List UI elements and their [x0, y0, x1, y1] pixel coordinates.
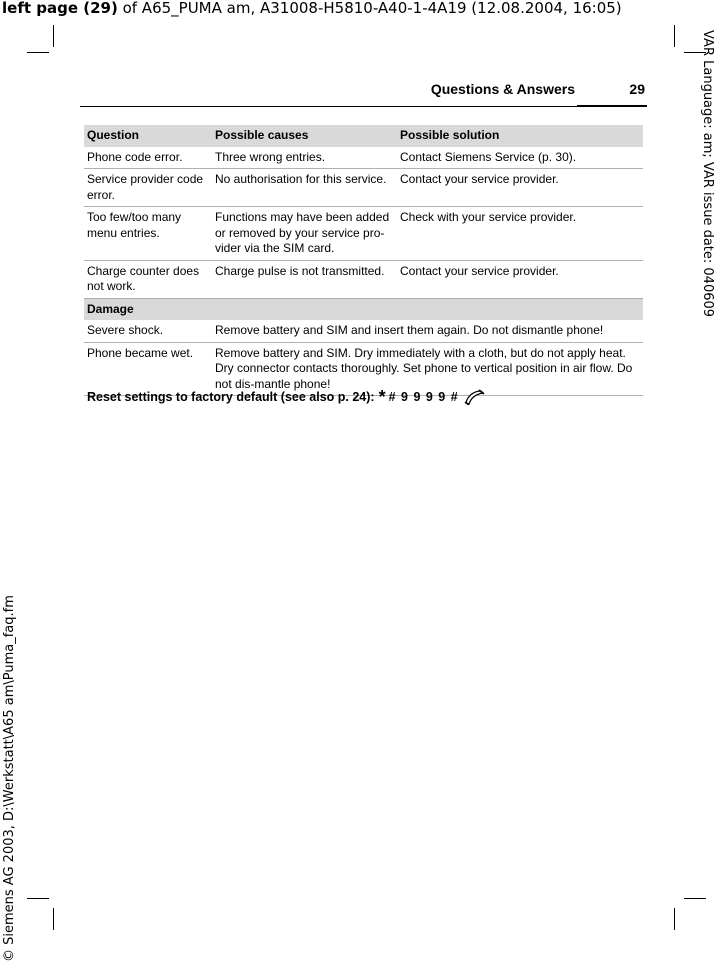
cause-cell: Charge pulse is not transmitted. [215, 263, 385, 278]
cause-cell: No authorisation for this service. [215, 172, 387, 186]
reset-label: Reset settings to factory default (see also p. 24): [87, 390, 375, 404]
solution-cell: Contact your service provider. [400, 172, 559, 186]
solution-cell: Remove battery and SIM. Dry immediately with a cloth, but do not apply heat. Dry connector contacts thoroughly. Set phone to vertical position in air flow. Do not dis-mantle phone! [215, 345, 633, 391]
column-header: Possible causes [215, 128, 309, 142]
page-header [80, 78, 647, 107]
question-cell: Charge counter does not work. [87, 263, 200, 293]
page-title: Questions & Answers [430, 81, 575, 97]
table-row [84, 320, 643, 343]
table-row [84, 343, 643, 397]
question-cell: Too few/too many menu entries. [87, 210, 182, 240]
crop-mark [674, 908, 675, 930]
solution-cell: Contact Siemens Service (p. 30). [400, 149, 577, 164]
crop-mark [674, 25, 675, 47]
crop-mark [684, 898, 706, 899]
table-row [84, 169, 643, 207]
cause-cell: Three wrong entries. [215, 149, 326, 164]
star-key: * [378, 387, 386, 407]
question-cell: Service provider code error. [87, 172, 204, 202]
var-language-note: VAR Language: am; VAR issue date: 040609 [700, 30, 715, 318]
table-row [84, 207, 643, 261]
damage-section-header: Damage [84, 299, 643, 321]
table-row [84, 261, 643, 299]
reset-instruction [87, 389, 485, 405]
header-rule-accent [577, 105, 647, 107]
crop-mark [53, 25, 54, 47]
crop-mark [27, 52, 49, 53]
page-number: 29 [629, 81, 645, 97]
key-sequence: # 9 9 9 9 # [388, 390, 459, 404]
crop-mark [53, 908, 54, 930]
table-row [84, 147, 643, 170]
column-header: Possible solution [400, 128, 500, 142]
page-info-rest: of A65_PUMA am, A31008-H5810-A40-1-4A19 (12.08.2004, 16:05) [117, 0, 622, 17]
crop-mark [27, 898, 49, 899]
table-header-row [84, 125, 643, 147]
solution-cell: Remove battery and SIM and insert them again. Do not dismantle phone! [215, 323, 604, 337]
solution-cell: Check with your service provider. [400, 210, 577, 224]
solution-cell: Contact your service provider. [400, 263, 559, 278]
column-header: Question [87, 128, 140, 142]
page-info-bold: left page (29) [2, 0, 118, 17]
question-cell: Phone became wet. [87, 345, 194, 360]
page-info-line [2, 0, 702, 17]
question-cell: Phone code error. [87, 149, 183, 164]
faq-table [84, 125, 643, 396]
cause-cell: Functions may have been added or removed by your service pro-vider via the SIM card. [215, 210, 390, 255]
call-key-icon [463, 389, 485, 405]
question-cell: Severe shock. [87, 323, 164, 337]
copyright-path-note: © Siemens AG 2003, D:\Werkstatt\A65 am\Puma_faq.fm [2, 595, 17, 962]
